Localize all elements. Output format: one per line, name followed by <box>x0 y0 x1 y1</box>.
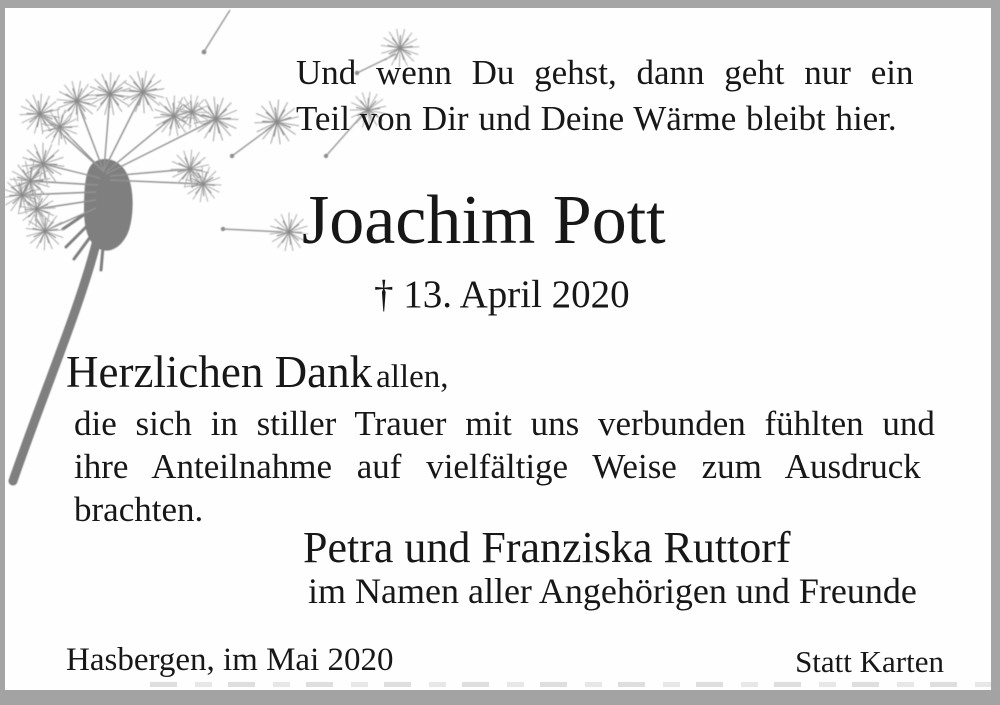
quote-line-1: Und wenn Du gehst, dann geht nur ein <box>296 53 914 92</box>
statt-karten-note: Statt Karten <box>795 644 944 679</box>
redacted-print-line <box>150 682 991 687</box>
thanks-heading-main: Herzlichen Dank <box>66 347 373 397</box>
signature-names: Petra und Franziska Ruttorf <box>303 523 791 572</box>
frame-border-right <box>991 0 1000 705</box>
thanks-heading <box>66 346 449 398</box>
death-date: † 13. April 2020 <box>374 273 630 316</box>
signature-subline: im Namen aller Angehörigen und Freunde <box>308 571 917 611</box>
body-line-3: brachten. <box>74 490 204 529</box>
thanks-heading-suffix: allen, <box>376 359 449 395</box>
deceased-name: Joachim Pott <box>302 182 666 259</box>
frame-border-top <box>0 0 1000 8</box>
thanks-body <box>74 402 935 531</box>
body-line-2: ihre Anteilnahme auf vielfältige Weise zum Ausdruck <box>74 447 921 486</box>
frame-border-bottom <box>0 690 1000 705</box>
place-and-date: Hasbergen, im Mai 2020 <box>66 642 394 678</box>
body-line-1: die sich in stiller Trauer mit uns verbunden fühlten und <box>74 404 935 443</box>
memorial-quote <box>296 50 913 142</box>
frame-border-left <box>0 0 5 705</box>
quote-line-2: Teil von Dir und Deine Wärme bleibt hier. <box>296 99 897 138</box>
